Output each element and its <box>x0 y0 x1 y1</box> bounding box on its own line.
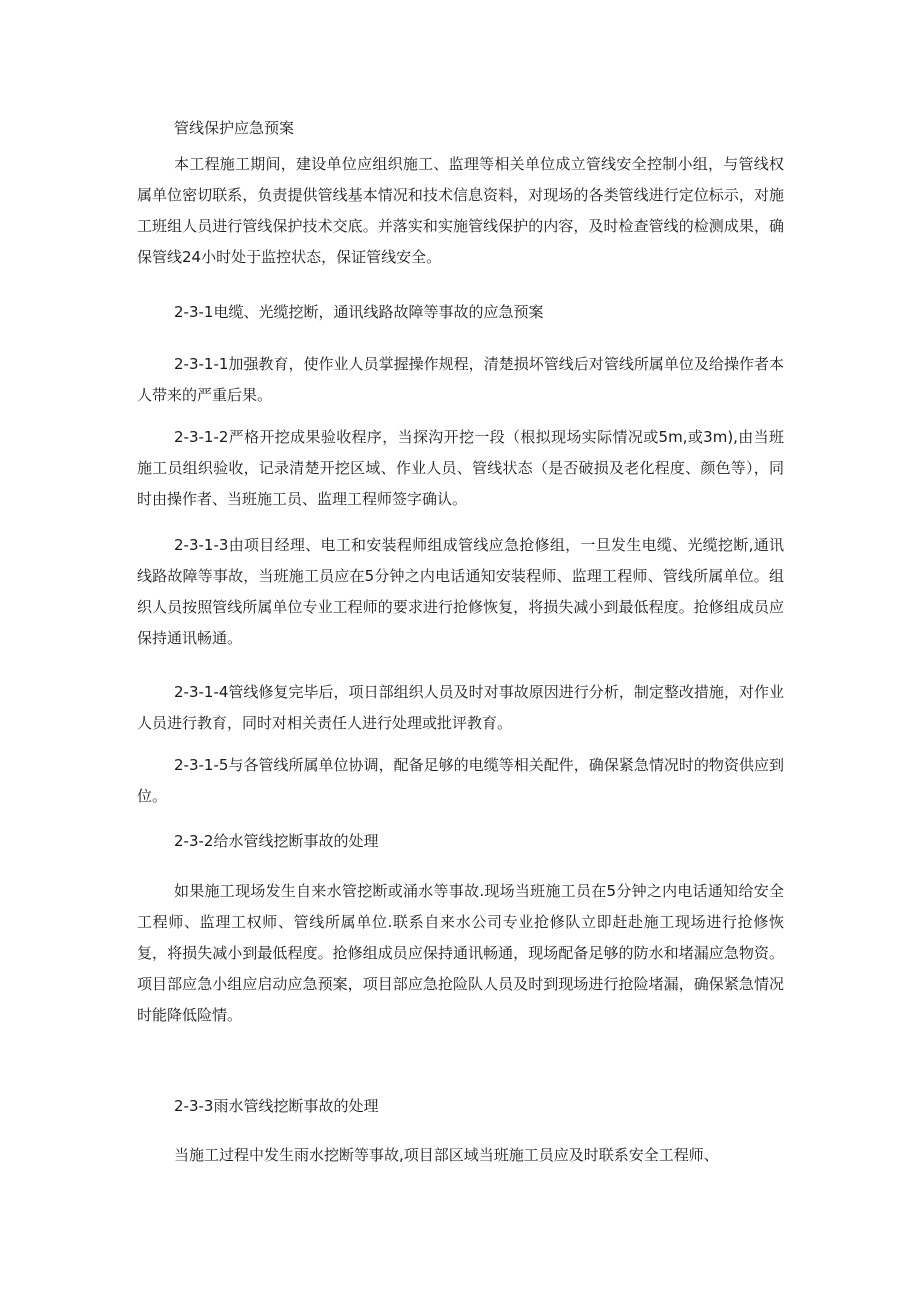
clause-2-3-1-2: 2-3-1-2严格开挖成果验收程序，当探沟开挖一段（根拟现场实际情况或5m,或3m),由当班施工员组织验收，记录清楚开挖区域、作业人员、管线状态（是否破损及老化程度、颜色等），同时由操作者、当班施工员、监理工程师签字确认。 <box>137 428 784 508</box>
clause-2-3-1-4: 2-3-1-4管线修复完毕后，项日部组织人员及时对事故原因进行分析，制定整改措施，对作业人员进行教育，同时对相关责任人进行处理或批评教育。 <box>137 683 784 732</box>
section-2-3-3-body: 当施工过程中发生雨水挖断等事故,项目部区域当班施工员应及时联系安全工程师、 <box>174 1146 719 1164</box>
section-2-3-2-body: 如果施工现场发生自来水管挖断或涌水等事故.现场当班施工员在5分钟之内电话通知给安全工程师、监理工权师、管线所属单位.联系自来水公司专业抢修队立即赶赴施工现场进行抢修恢复，将损失减小到最低程度。抢修组成员应保持通讯畅通，现场配备足够的防水和堵漏应急物资。项目部应急小组应启动应急预案，项目部应急抢险队人员及时到现场进行抢险堵漏，确保紧急情况时能降低险情。 <box>137 882 784 1024</box>
clause-2-3-1-1: 2-3-1-1加强教育，使作业人员掌握操作规程，清楚损坏管线后对管线所属单位及给操作者本人带来的严重后果。 <box>137 355 784 404</box>
section-heading-2-3-1: 2-3-1电缆、光缆挖断，通讯线路故障等事故的应急预案 <box>174 303 544 321</box>
intro-paragraph: 本工程施工期间，建设单位应组织施工、监理等相关单位成立管线安全控制小组，与管线权属单位密切联系，负责提供管线基本情况和技术信息资料，对现场的各类管线进行定位标示，对施工班组人员进行管线保护技术交底。并落实和实施管线保护的内容，及时检查管线的检测成果，确保管线24小时处于监控状态，保证管线安全。 <box>137 155 784 266</box>
clause-2-3-1-3: 2-3-1-3由项目经理、电工和安装程师组成管线应急抢修组，一旦发生电缆、光缆挖断,通讯线路故障等事故，当班施工员应在5分钟之内电话通知安装程师、监理工程师、管线所属单位。组织人员按照管线所属单位专业工程师的要求进行抢修恢复，将损失减小到最低程度。抢修组成员应保持通讯畅通。 <box>137 536 784 647</box>
document-title: 管线保护应急预案 <box>174 119 295 137</box>
clause-2-3-1-5: 2-3-1-5与各管线所属单位协调，配备足够的电缆等相关配件，确保紧急情况时的物资供应到位。 <box>137 756 784 805</box>
section-heading-2-3-3: 2-3-3雨水管线挖断事故的处理 <box>174 1097 379 1115</box>
section-heading-2-3-2: 2-3-2给水管线挖断事故的处理 <box>174 832 379 850</box>
